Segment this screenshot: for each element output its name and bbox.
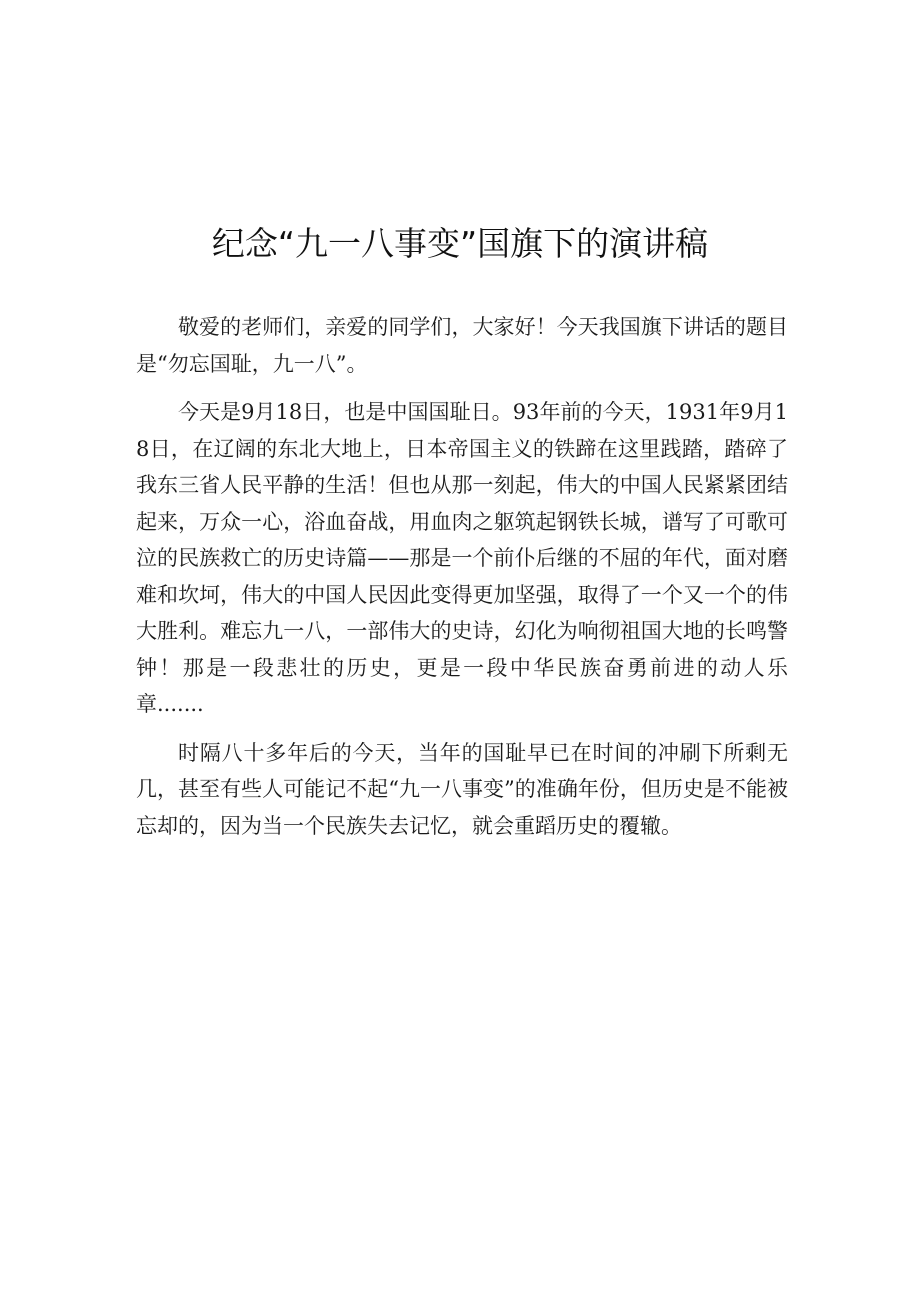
paragraph-reflection: 时隔八十多年后的今天，当年的国耻早已在时间的冲刷下所剩无几，甚至有些人可能记不起“九一八事变”的准确年份，但历史是不能被忘却的，因为当一个民族失去记忆，就会重蹈历史的覆辙。 <box>136 740 788 838</box>
page-title: 纪念“九一八事变”国旗下的演讲稿 <box>211 224 709 263</box>
paragraph-greeting: 敬爱的老师们，亲爱的同学们，大家好！今天我国旗下讲话的题目是“勿忘国耻，九一八”。 <box>136 315 788 376</box>
speech-body <box>136 309 788 856</box>
paragraph-history: 今天是9月18日，也是中国国耻日。93年前的今天，1931年9月18日，在辽阔的东北大地上，日本帝国主义的铁蹄在这里践踏，踏碎了我东三省人民平静的生活！但也从那一刻起，伟大的中国人民紧紧团结起来，万众一心，浴血奋战，用血肉之躯筑起钢铁长城，谱写了可歌可泣的民族救亡的历史诗篇——那是一个前仆后继的不屈的年代，面对磨难和坎坷，伟大的中国人民因此变得更加坚强，取得了一个又一个的伟大胜利。难忘九一八，一部伟大的史诗，幻化为响彻祖国大地的长鸣警钟！那是一段悲壮的历史，更是一段中华民族奋勇前进的动人乐章....... <box>136 400 788 716</box>
